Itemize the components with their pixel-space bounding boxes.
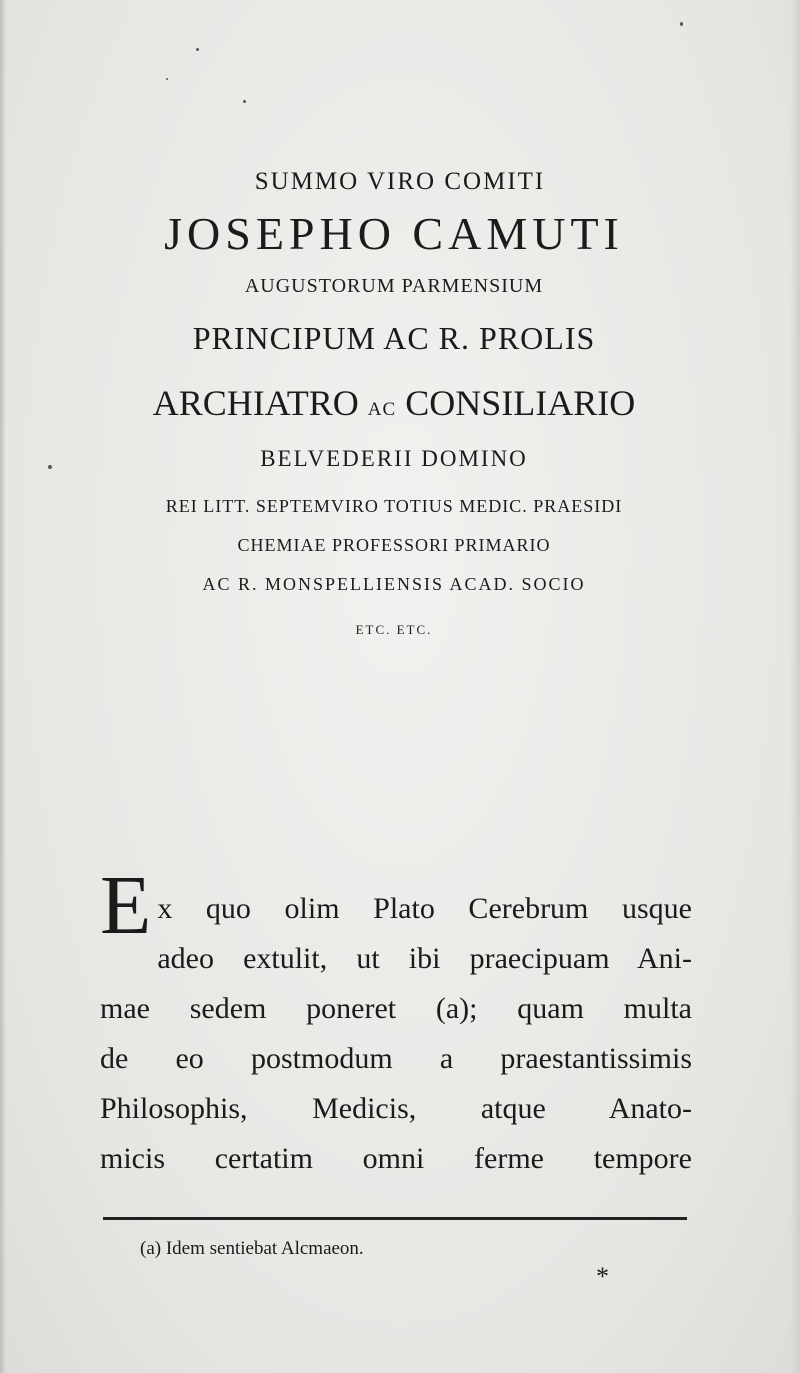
dedication-line-5 — [0, 382, 794, 424]
page-shadow-left — [0, 0, 6, 1373]
page-shadow-right — [790, 0, 800, 1373]
ink-speck — [196, 48, 199, 51]
body-line: Philosophis, Medicis, atque Anato- — [100, 1092, 692, 1125]
dedication-line-6: BELVEDERII DOMINO — [260, 446, 528, 471]
footnote: (a) Idem sentiebat Alcmaeon. — [140, 1238, 364, 1259]
body-line: de eo postmodum a praestantissimis — [100, 1042, 692, 1075]
dedication-line-5-part-1: ARCHIATRO — [152, 383, 359, 423]
dedication-line-8: CHEMIAE PROFESSORI PRIMARIO — [237, 535, 551, 555]
dedication-line-3: AUGUSTORUM PARMENSIUM — [244, 275, 544, 297]
dedication-line-7: REI LITT. SEPTEMVIRO TOTIUS MEDIC. PRAESIDI — [165, 496, 623, 516]
body-line: adeo extulit, ut ibi praecipuam Ani- — [157, 942, 692, 975]
signature-mark: * — [596, 1262, 609, 1291]
body-line: x quo olim Plato Cerebrum usque — [157, 892, 692, 925]
dedication-line-4: PRINCIPUM AC R. PROLIS — [192, 320, 596, 356]
body-paragraph — [100, 859, 692, 1184]
ink-speck — [680, 22, 683, 26]
ink-speck — [243, 100, 246, 103]
dedication-line-5-part-2: CONSILIARIO — [405, 383, 636, 423]
dedication-line-1: SUMMO VIRO COMITI — [254, 168, 546, 195]
dedication-line-10: ETC. ETC. — [355, 622, 433, 637]
ink-speck — [166, 78, 168, 80]
body-line: micis certatim omni ferme tempore — [100, 1142, 692, 1175]
drop-cap: E — [100, 859, 152, 952]
dedication-line-9: AC R. MONSPELLIENSIS ACAD. SOCIO — [202, 574, 586, 594]
dedication-line-5-conjunction: AC — [367, 399, 397, 420]
footnote-rule — [103, 1217, 687, 1220]
dedicatee-name: JOSEPHO CAMUTI — [164, 208, 624, 259]
body-line: mae sedem poneret (a); quam multa — [100, 992, 692, 1025]
